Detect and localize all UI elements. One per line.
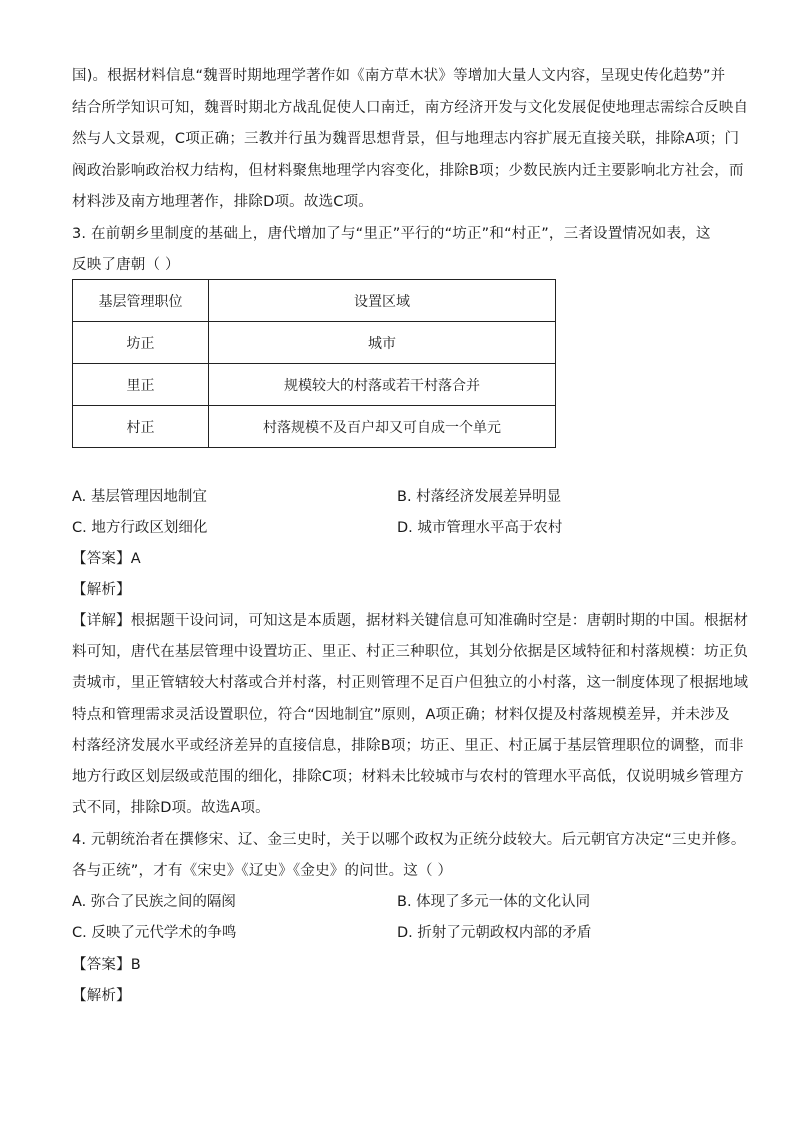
table-cell: 城市 — [209, 322, 556, 364]
q3-analysis-label: 【解析】 — [72, 582, 131, 598]
table-cell: 村正 — [73, 406, 209, 448]
q4-option-b: B. 体现了多元一体的文化认同 — [397, 894, 591, 910]
intro-line: 阀政治影响政治权力结构，但材料聚焦地理学内容变化，排除B项；少数民族内迁主要影响北方社会，而 — [72, 163, 744, 179]
intro-line: 国)。根据材料信息“魏晋时期地理学著作如《南方草木状》等增加大量人文内容，呈现史传化趋势”并 — [72, 68, 726, 84]
q4-option-c: C. 反映了元代学术的争鸣 — [72, 925, 237, 941]
q3-answer: 【答案】A — [72, 551, 141, 567]
table-header-cell: 设置区域 — [209, 280, 556, 322]
intro-line: 结合所学知识可知，魏晋时期北方战乱促使人口南迁，南方经济开发与文化发展促使地理志需综合反映自 — [72, 100, 749, 116]
q4-analysis-label: 【解析】 — [72, 988, 131, 1004]
q3-option-b: B. 村落经济发展差异明显 — [397, 489, 562, 505]
q4-stem-line: 各与正统”，才有《宋史》《辽史》《金史》的问世。这（ ） — [72, 863, 453, 879]
q4-answer: 【答案】B — [72, 957, 141, 973]
intro-line: 然与人文景观，C项正确；三教并行虽为魏晋思想背景，但与地理志内容扩展无直接关联，排除A项；门 — [72, 131, 740, 147]
q4-option-a: A. 弥合了民族之间的隔阂 — [72, 894, 236, 910]
q3-detail-line: 式不同，排除D项。故选A项。 — [72, 800, 270, 816]
table-header-cell: 基层管理职位 — [73, 280, 209, 322]
q3-detail-line: 料可知，唐代在基层管理中设置坊正、里正、村正三种职位，其划分依据是区域特征和村落规模：坊正负 — [72, 644, 749, 660]
intro-line: 材料涉及南方地理著作，排除D项。故选C项。 — [72, 194, 373, 210]
q3-option-d: D. 城市管理水平高于农村 — [397, 520, 563, 536]
q4-option-d: D. 折射了元朝政权内部的矛盾 — [397, 925, 592, 941]
q3-option-a: A. 基层管理因地制宜 — [72, 489, 207, 505]
q3-detail-line: 村落经济发展水平或经济差异的直接信息，排除B项；坊正、里正、村正属于基层管理职位的调整，而非 — [72, 738, 744, 754]
table-cell: 规模较大的村落或若干村落合并 — [209, 364, 556, 406]
q3-stem-line: 3. 在前朝乡里制度的基础上，唐代增加了与“里正”平行的“坊正”和“村正”，三者设置情况如表，这 — [72, 226, 711, 242]
table-row — [73, 322, 556, 364]
q3-option-c: C. 地方行政区划细化 — [72, 520, 208, 536]
q3-detail-line: 责城市，里正管辖较大村落或合并村落，村正则管理不足百户但独立的小村落，这一制度体现了根据地域 — [72, 675, 749, 691]
table-cell: 村落规模不及百户却又可自成一个单元 — [209, 406, 556, 448]
table-header-row — [73, 280, 556, 322]
table-row — [73, 364, 556, 406]
q3-detail-line: 【详解】根据题干设问词，可知这是本质题，据材料关键信息可知准确时空是：唐朝时期的中国。根据材 — [72, 613, 749, 629]
table-cell: 里正 — [73, 364, 209, 406]
q3-stem-line: 反映了唐朝（ ） — [72, 257, 180, 273]
table-row — [73, 406, 556, 448]
q3-table — [72, 279, 556, 448]
q4-stem-line: 4. 元朝统治者在撰修宋、辽、金三史时，关于以哪个政权为正统分歧较大。后元朝官方决定“三史并修。 — [72, 832, 746, 848]
table-cell: 坊正 — [73, 322, 209, 364]
q3-detail-line: 特点和管理需求灵活设置职位，符合“因地制宜”原则，A项正确；材料仅提及村落规模差异，并未涉及 — [72, 707, 730, 723]
q3-detail-line: 地方行政区划层级或范围的细化，排除C项；材料未比较城市与农村的管理水平高低，仅说明城乡管理方 — [72, 769, 744, 785]
